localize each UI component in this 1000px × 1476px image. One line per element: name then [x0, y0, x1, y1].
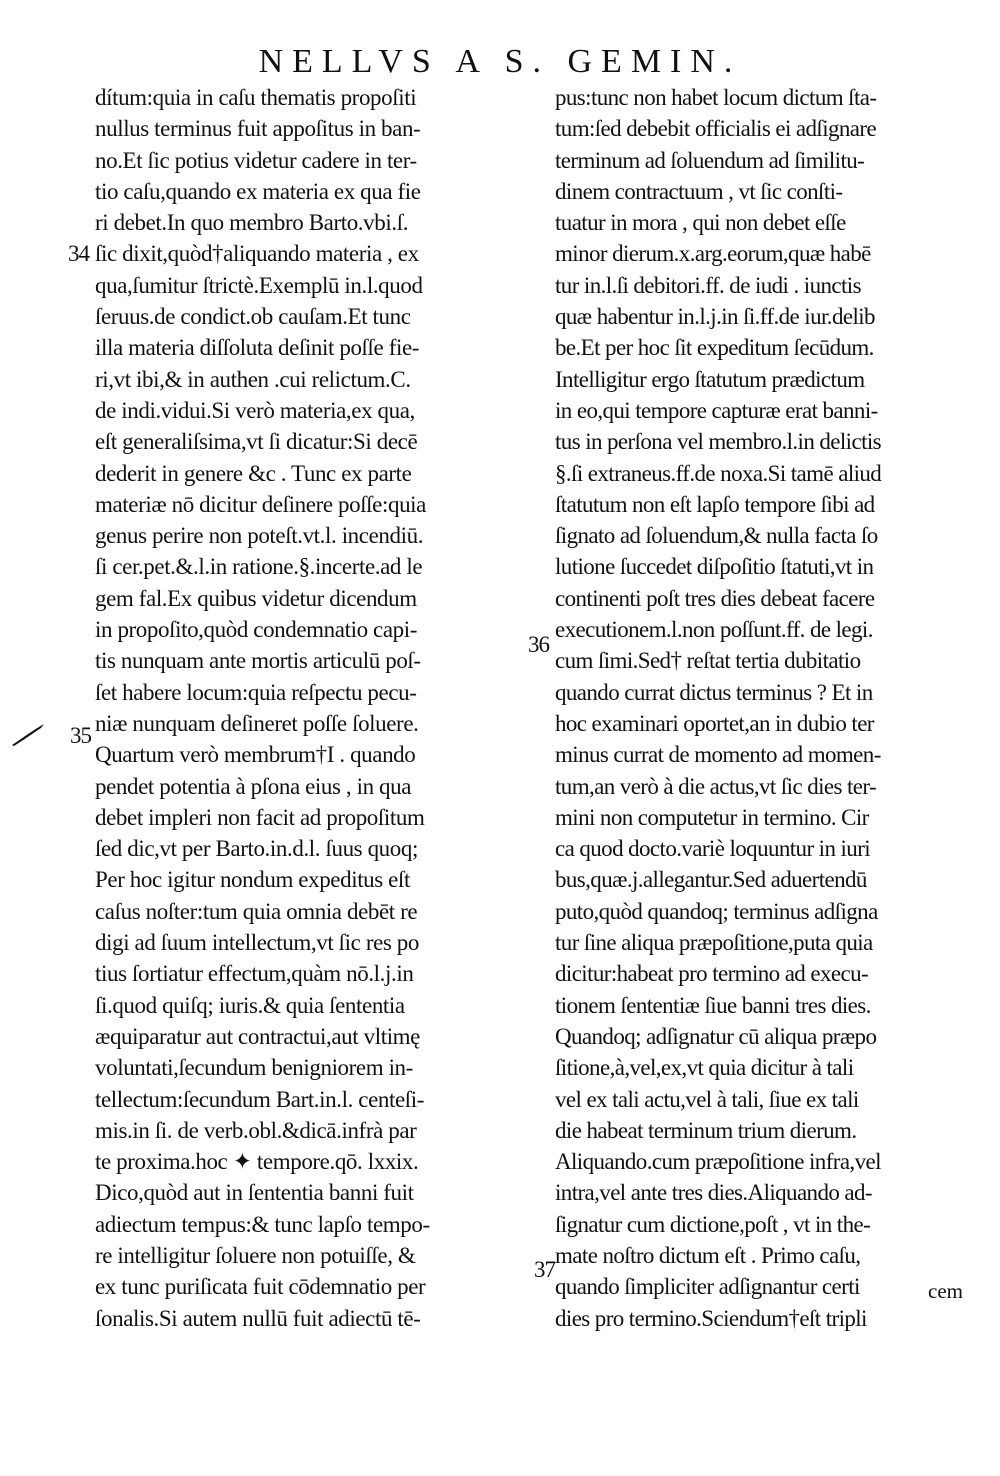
text-line: intra,vel ante tres dies.Aliquando ad-	[555, 1180, 872, 1206]
margin-number-35: 35	[70, 723, 91, 748]
text-line: vel ex tali actu,vel à tali, ſiue ex tali	[555, 1086, 859, 1112]
text-line: dederit in genere &c . Tunc ex parte	[95, 460, 412, 486]
text-line: tius ſortiatur effectum,quàm nō.l.j.in	[95, 961, 414, 987]
text-line: te proxima.hoc ✦ tempore.qō. lxxix.	[95, 1149, 419, 1175]
text-line: tio caſu,quando ex materia ex qua fie	[95, 178, 421, 204]
text-line: quæ habentur in.l.j.in ſi.ff.de iur.delib	[555, 304, 875, 330]
text-line: Dico,quòd aut in ſententia banni fuit	[95, 1180, 414, 1206]
text-line: dies pro termino.Sciendum†eſt tripli	[555, 1305, 867, 1331]
text-line: die habeat terminum trium dierum.	[555, 1117, 857, 1143]
text-line: puto,quòd quandoq; terminus adſigna	[555, 898, 878, 924]
right-text-column	[555, 82, 965, 1334]
text-line: tur ſine aliqua præpoſitione,puta quia	[555, 930, 873, 956]
text-line: be.Et per hoc ſit expeditum ſecūdum.	[555, 335, 874, 361]
text-line: caſus noſter:tum quia omnia debēt re	[95, 898, 418, 924]
margin-number-34: 34	[68, 241, 89, 266]
text-line: ſi.quod quiſq; iuris.& quia ſententia	[95, 992, 405, 1018]
text-line: de indi.vidui.Si verò materia,ex qua,	[95, 397, 415, 423]
text-line: dinem contractuum , vt ſic conſti-	[555, 178, 843, 204]
text-line: tus in perſona vel membro.l.in delictis	[555, 429, 882, 455]
text-line: qua,ſumitur ſtrictè.Exemplū in.l.quod	[95, 272, 423, 298]
text-line: dítum:quia in caſu thematis propoſiti	[95, 85, 417, 110]
running-head: NELLVS A S. GEMIN.	[258, 43, 742, 80]
text-line: ſic dixit,quòd†aliquando materia , ex	[95, 241, 419, 267]
margin-number-36: 36	[528, 632, 549, 657]
text-line: ſi cer.pet.&.l.in ratione.§.incerte.ad le	[95, 554, 423, 580]
pen-stroke-mark	[10, 722, 46, 748]
text-line: digi ad ſuum intellectum,vt ſic res po	[95, 930, 419, 956]
text-line: continenti poſt tres dies debeat facere	[555, 585, 875, 611]
text-line: tuatur in mora , qui non debet eſſe	[555, 210, 846, 236]
text-line: tum:ſed debebit officialis ei adſignare	[555, 116, 877, 142]
text-line: in eo,qui tempore capturæ erat banni-	[555, 397, 878, 423]
text-line: tis nunquam ante mortis articulū poſ-	[95, 648, 421, 674]
text-line: illa materia diſſoluta deſinit poſſe fie-	[95, 335, 420, 361]
text-line: tur in.l.ſi debitori.ff. de iudi . iunctis	[555, 272, 861, 298]
text-line: Aliquando.cum præpoſitione infra,vel	[555, 1149, 881, 1175]
text-line: quando currat dictus terminus ? Et in	[555, 679, 873, 705]
text-line: adiectum tempus:& tunc lapſo tempo-	[95, 1211, 430, 1237]
text-line: ſignato ad ſoluendum,& nulla facta ſo	[555, 523, 878, 549]
text-line: Intelligitur ergo ſtatutum prædictum	[555, 366, 865, 392]
text-line: ſeruus.de condict.ob cauſam.Et tunc	[95, 304, 411, 330]
text-line: ex tunc puriſicata fuit cōdemnatio per	[95, 1274, 426, 1300]
text-line: no.Et ſic potius videtur cadere in ter-	[95, 147, 417, 173]
text-line: ſtatutum non eſt lapſo tempore ſibi ad	[555, 491, 875, 517]
text-line: re intelligitur ſoluere non potuiſſe, &	[95, 1242, 416, 1268]
text-line: lutione ſuccedet diſpoſitio ſtatuti,vt in	[555, 554, 874, 580]
text-line: mate noſtro dictum eſt . Primo caſu,	[555, 1242, 861, 1268]
text-line: ſet habere locum:quia reſpectu pecu-	[95, 679, 417, 705]
text-line: minor dierum.x.arg.eorum,quæ habē	[555, 241, 871, 267]
margin-number-37: 37	[534, 1257, 555, 1282]
text-line: voluntati,ſecundum benigniorem in-	[95, 1055, 413, 1081]
text-line: quando ſimpliciter adſignantur certi	[555, 1274, 860, 1300]
text-line: ri debet.In quo membro Barto.vbi.ſ.	[95, 210, 409, 236]
text-line: Quartum verò membrum†I . quando	[95, 742, 416, 768]
text-line: ſitione,à,vel,ex,vt quia dicitur à tali	[555, 1055, 854, 1081]
left-text-column	[95, 82, 525, 1334]
text-line: ſonalis.Si autem nullū fuit adiectū tē-	[95, 1305, 421, 1331]
text-line: pus:tunc non habet locum dictum ſta-	[555, 85, 877, 110]
text-line: ri,vt ibi,& in authen .cui relictum.C.	[95, 366, 411, 392]
text-line: tionem ſententiæ ſiue banni tres dies.	[555, 992, 871, 1018]
text-line: ca quod docto.variè loquuntur in iuri	[555, 836, 871, 862]
text-line: gem fal.Ex quibus videtur dicendum	[95, 585, 417, 611]
text-line: genus perire non poteſt.vt.l. incendiū.	[95, 523, 424, 549]
text-line: cum ſimi.Sed† reſtat tertia dubitatio	[555, 648, 861, 674]
text-line: materiæ nō dicitur deſinere poſſe:quia	[95, 491, 426, 517]
text-line: terminum ad ſoluendum ad ſimilitu-	[555, 147, 865, 173]
catchword: cem	[928, 1279, 963, 1303]
text-line: tum,an verò à die actus,vt ſic dies ter-	[555, 773, 877, 799]
text-line: executionem.l.non poſſunt.ff. de legi.	[555, 617, 873, 643]
text-line: ſed dic,vt per Barto.in.d.l. ſuus quoq;	[95, 836, 418, 862]
text-line: mis.in ſi. de verb.obl.&dicā.infrà par	[95, 1117, 417, 1143]
text-line: hoc examinari oportet,an in dubio ter	[555, 710, 874, 736]
text-line: pendet potentia à pſona eius , in qua	[95, 773, 412, 799]
text-line: §.ſi extraneus.ff.de noxa.Si tamē aliud	[555, 460, 882, 486]
text-line: ſignatur cum dictione,poſt , vt in the-	[555, 1211, 871, 1237]
text-line: in propoſito,quòd condemnatio capi-	[95, 617, 417, 643]
text-line: dicitur:habeat pro termino ad execu-	[555, 961, 869, 987]
text-line: minus currat de momento ad momen-	[555, 742, 881, 768]
text-line: debet impleri non facit ad propoſitum	[95, 804, 425, 830]
text-line: eſt generaliſsima,vt ſi dicatur:Si decē	[95, 429, 418, 455]
text-line: tellectum:ſecundum Bart.in.l. centeſi-	[95, 1086, 425, 1112]
text-line: Per hoc igitur nondum expeditus eſt	[95, 867, 410, 893]
text-line: Quandoq; adſignatur cū aliqua præpo	[555, 1023, 877, 1049]
text-line: niæ nunquam deſineret poſſe ſoluere.	[95, 710, 419, 736]
text-line: bus,quæ.j.allegantur.Sed aduertendū	[555, 867, 867, 893]
text-line: mini non computetur in termino. Cir	[555, 804, 869, 830]
text-line: æquiparatur aut contractui,aut vltimę	[95, 1023, 420, 1049]
text-line: nullus terminus fuit appoſitus in ban-	[95, 116, 421, 142]
